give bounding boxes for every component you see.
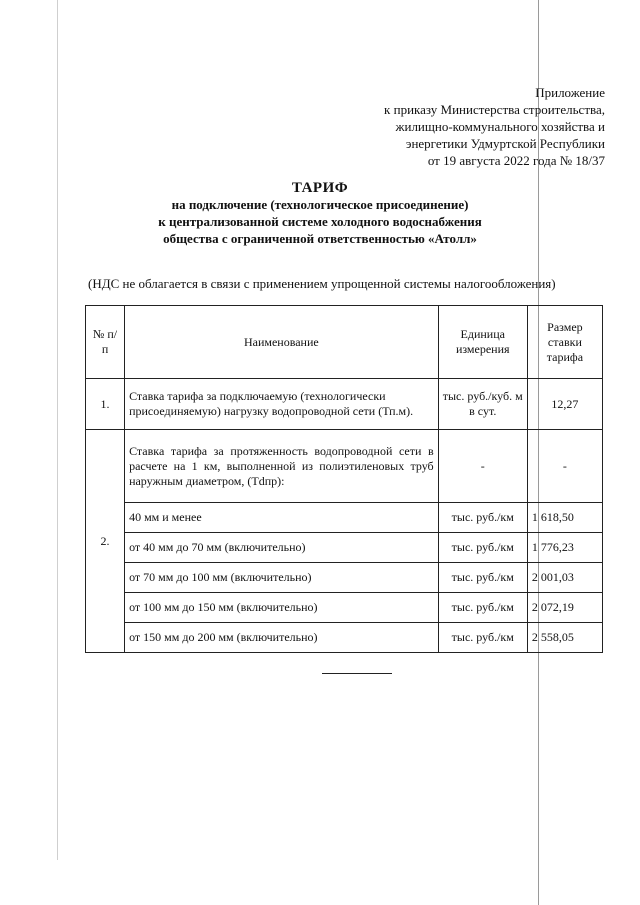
appendix-line: Приложение (535, 85, 605, 100)
subrow-unit: тыс. руб./км (438, 623, 527, 653)
document-title: ТАРИФ (291, 180, 349, 196)
subrow-rate: 2 001,03 (527, 563, 602, 593)
subrow-name: 40 мм и менее (125, 503, 439, 533)
subrow-unit: тыс. руб./км (438, 563, 527, 593)
table-subrow (86, 533, 603, 563)
subrow-name: от 100 мм до 150 мм (включительно) (125, 593, 439, 623)
row-num: 1. (86, 379, 125, 430)
header-num: № п/п (86, 306, 125, 379)
subrow-unit: тыс. руб./км (438, 503, 527, 533)
subrow-name: от 40 мм до 70 мм (включительно) (125, 533, 439, 563)
table-subrow (86, 593, 603, 623)
row-rate: - (527, 430, 602, 503)
header-name: Наименование (125, 306, 439, 379)
table-row (86, 379, 603, 430)
subrow-unit: тыс. руб./км (438, 593, 527, 623)
table-subrow (86, 563, 603, 593)
subrow-rate: 2 072,19 (527, 593, 602, 623)
subrow-unit: тыс. руб./км (438, 533, 527, 563)
row-name: Ставка тарифа за подключаемую (технологически присоединяемую) нагрузку водопроводной сети (Тп.м). (125, 379, 439, 430)
row-name: Ставка тарифа за протяженность водопроводной сети в расчете на 1 км, выполненной из полиэтиленовых труб наружным диаметром, (Тdпр): (125, 430, 439, 503)
subrow-rate: 1 618,50 (527, 503, 602, 533)
subrow-name: от 150 мм до 200 мм (включительно) (125, 623, 439, 653)
appendix-line: энергетики Удмуртской Республики (405, 136, 605, 151)
header-unit: Единица измерения (438, 306, 527, 379)
row-rate: 12,27 (527, 379, 602, 430)
appendix-line: от 19 августа 2022 года № 18/37 (427, 153, 605, 168)
table-subrow (86, 623, 603, 653)
subrow-rate: 2 558,05 (527, 623, 602, 653)
page-edge-left (57, 0, 58, 860)
appendix-block (275, 84, 605, 169)
table-row (86, 430, 603, 503)
row-unit: тыс. руб./куб. м в сут. (438, 379, 527, 430)
table-header-row (86, 306, 603, 379)
header-rate: Размер ставки тарифа (527, 306, 602, 379)
subrow-rate: 1 776,23 (527, 533, 602, 563)
tariff-table (85, 305, 603, 653)
document-subtitle-line: общества с ограниченной ответственностью «Атолл» (163, 231, 477, 246)
table-subrow (86, 503, 603, 533)
document-subtitle-line: к централизованной системе холодного водоснабжения (158, 214, 482, 229)
row-unit: - (438, 430, 527, 503)
vat-note: (НДС не облагается в связи с применением упрощенной системы налогообложения) (88, 276, 556, 291)
subrow-name: от 70 мм до 100 мм (включительно) (125, 563, 439, 593)
appendix-line: жилищно-коммунального хозяйства и (395, 119, 605, 134)
row-num: 2. (86, 430, 125, 653)
closing-line (322, 673, 392, 674)
appendix-line: к приказу Министерства строительства, (384, 102, 605, 117)
document-subtitle-line: на подключение (технологическое присоединение) (171, 197, 469, 212)
